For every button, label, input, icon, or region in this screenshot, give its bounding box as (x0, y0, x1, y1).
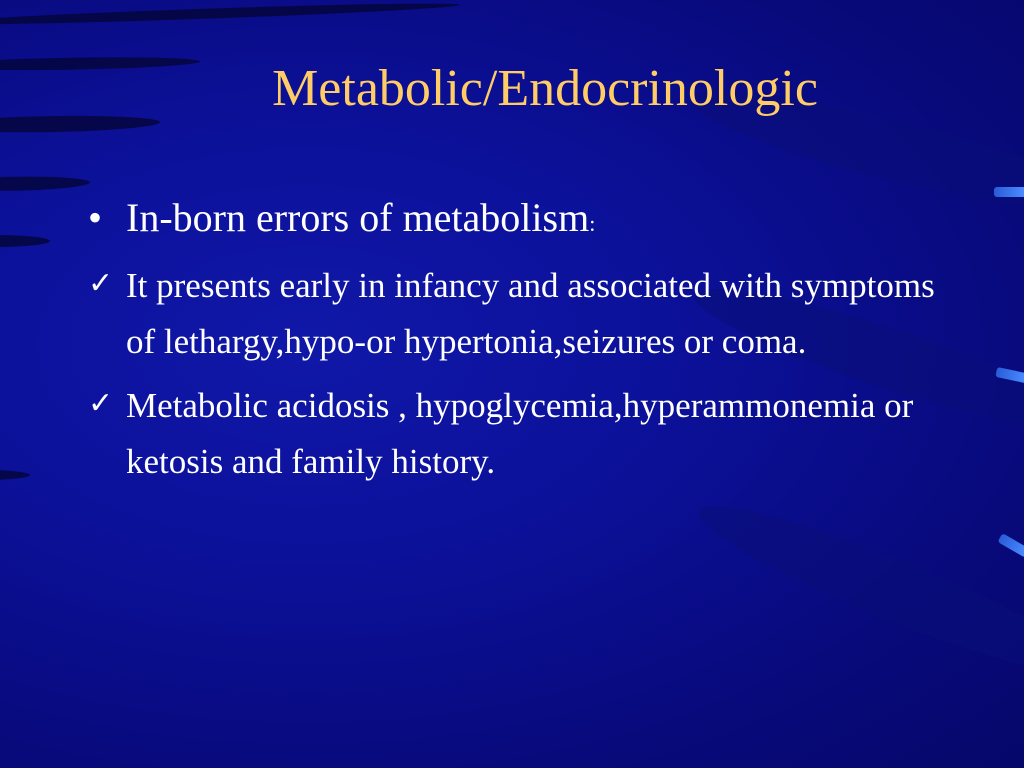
slide-body (88, 192, 948, 498)
bullet-text: In-born errors of metabolism (126, 195, 590, 240)
bullet-icon: • (88, 195, 103, 240)
slide-title: Metabolic/Endocrinologic (272, 60, 818, 117)
check-item-text: Metabolic acidosis , hypoglycemia,hyperammonemia or ketosis and family history. (126, 386, 914, 481)
edge-accent (994, 187, 1024, 197)
checkmark-icon: ✓ (88, 266, 114, 301)
checkmark-icon: ✓ (88, 386, 114, 421)
check-item-text: It presents early in infancy and associated with symptoms of lethargy,hypo-or hypertonia,seizures or coma. (126, 266, 935, 361)
bullet-suffix: : (589, 211, 596, 236)
check-item (88, 258, 948, 370)
check-item (88, 378, 948, 490)
bullet-item (88, 192, 948, 244)
